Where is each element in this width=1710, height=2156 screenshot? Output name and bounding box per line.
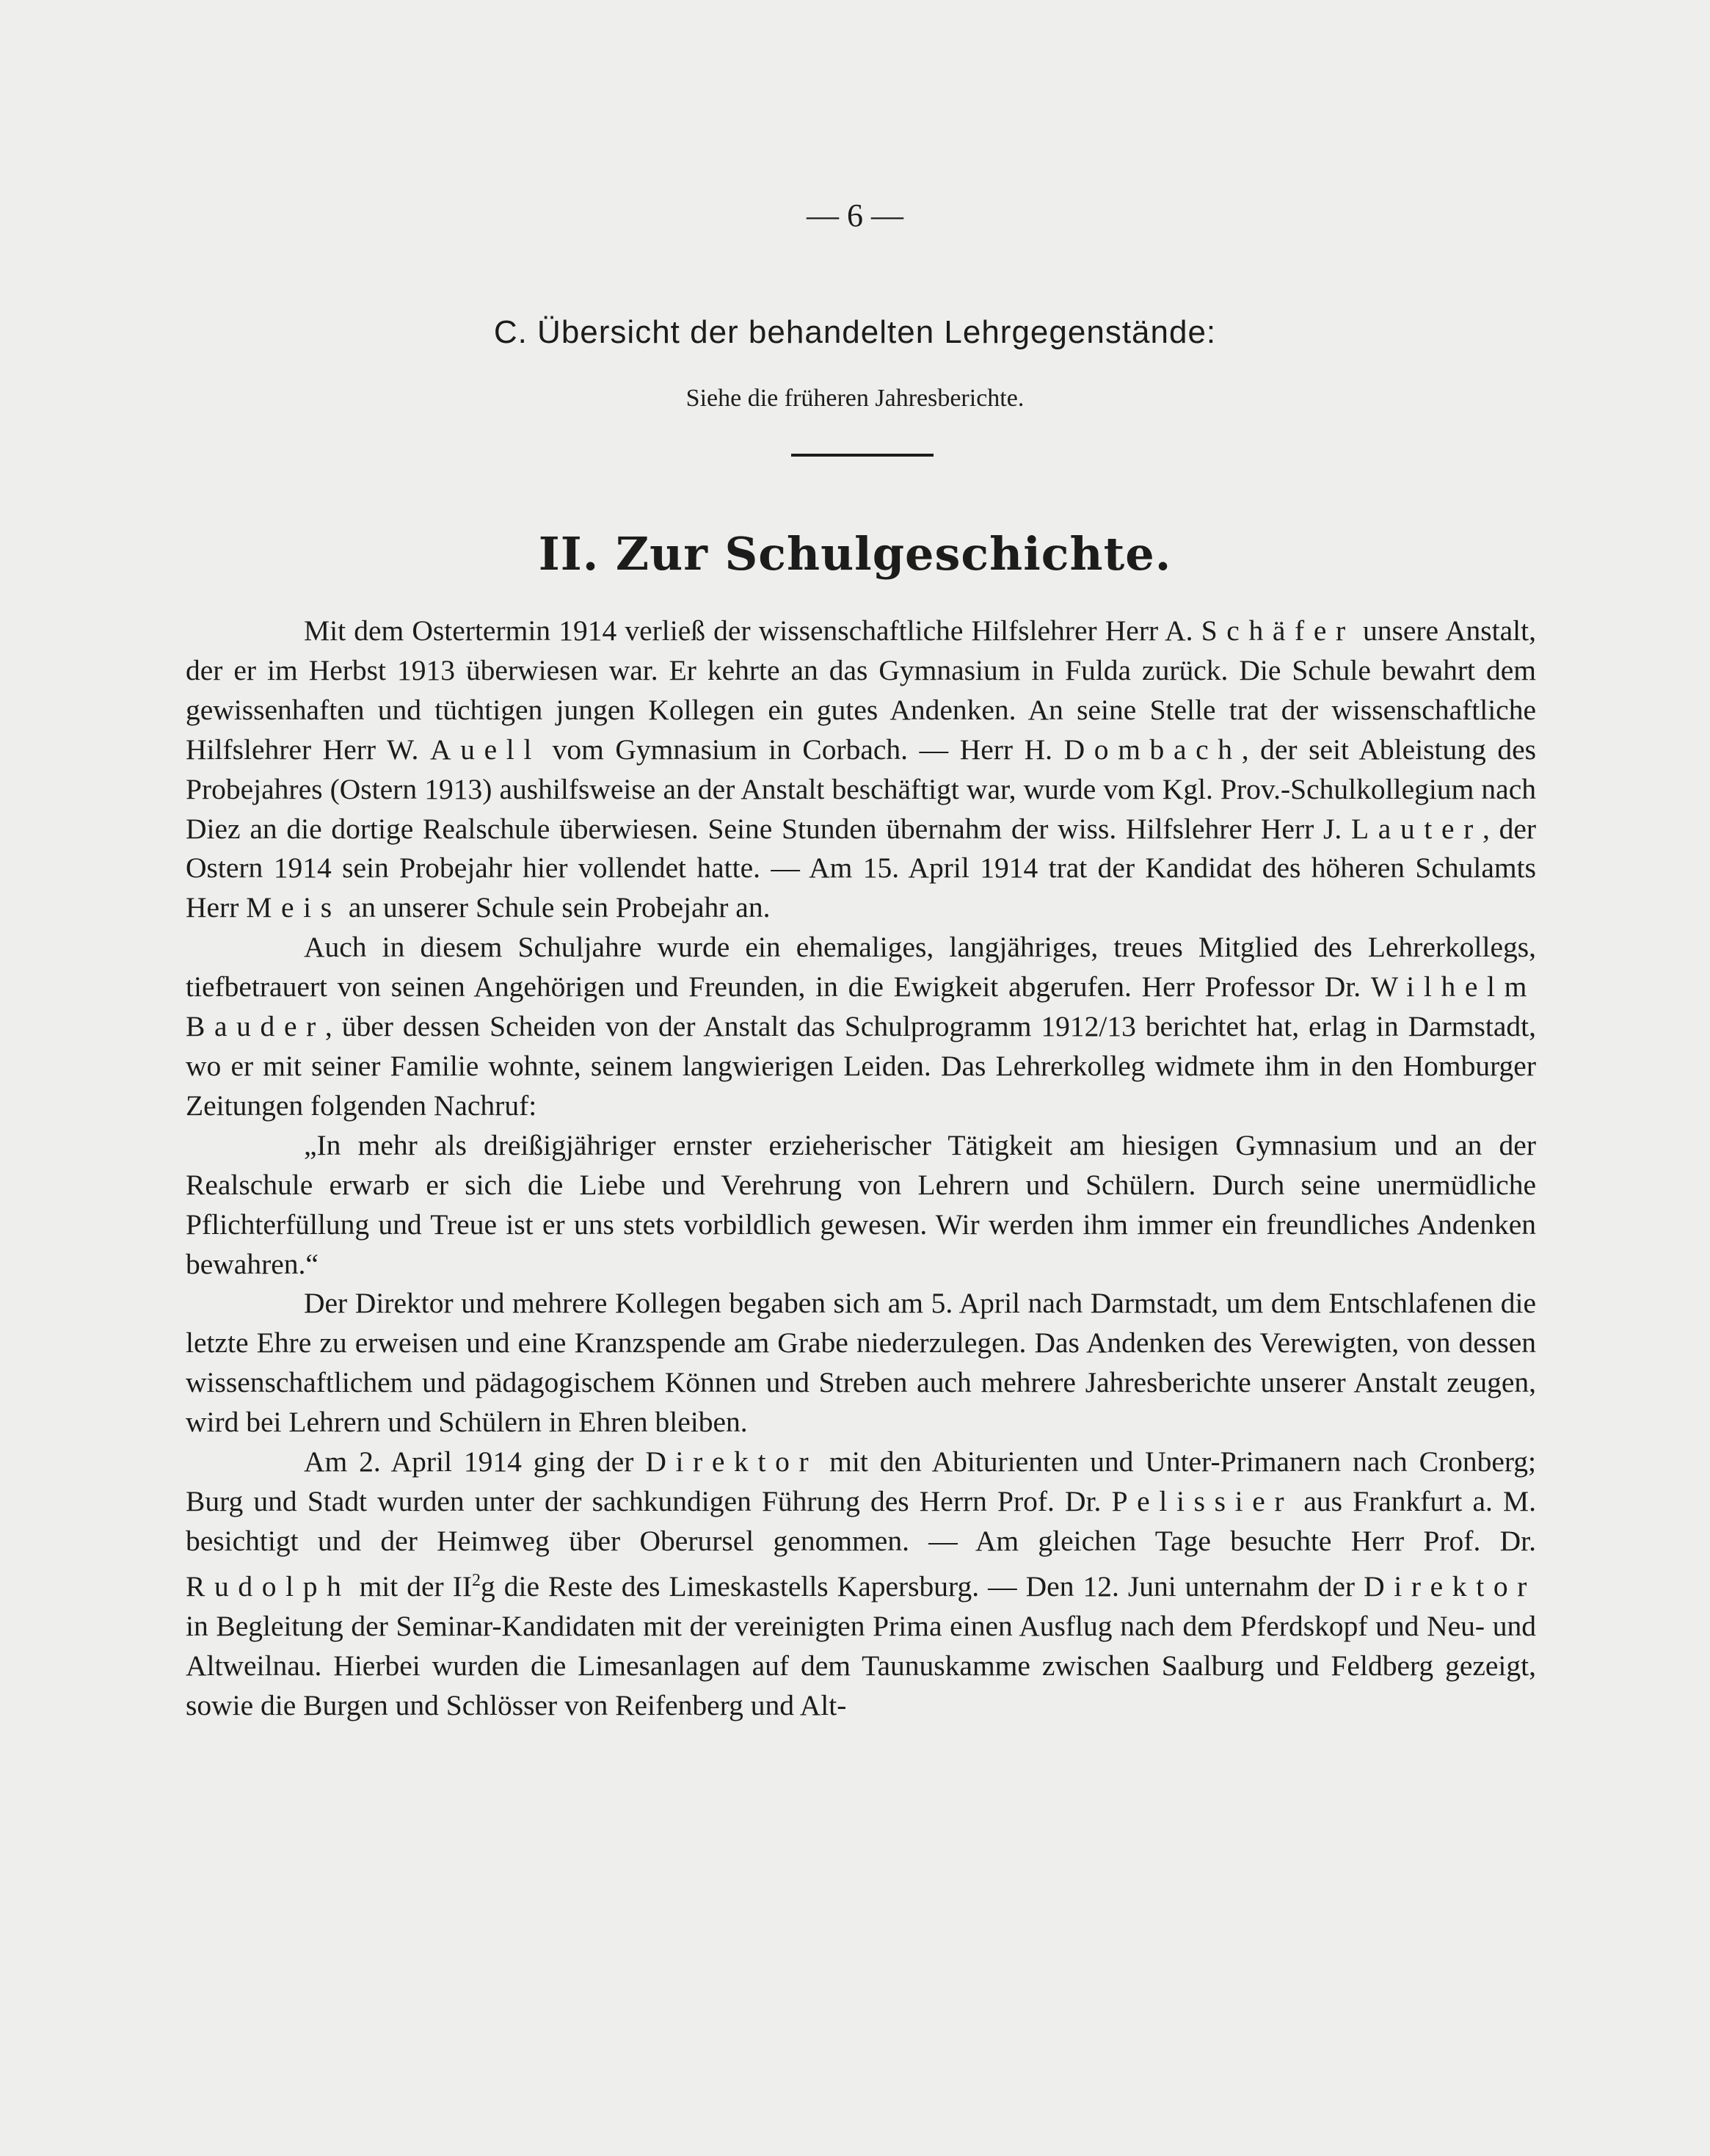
text-run: , der Ostern 1914 sein Probejahr hier vollendet hatte. — Am 15. April 1914 trat der Kandidat des höheren Schulamts Herr (186, 812, 1537, 924)
text-run: Auch in diesem Schuljahre wurde ein ehemaliges, langjähriges, treues Mitglied des Lehrerkollegs, tiefbetrauert von seinen Angehörigen und Freunden, in die Ewigkeit abgerufen. Herr Professor Dr. (186, 931, 1536, 1003)
person-name: Schäfer (1201, 614, 1355, 647)
paragraph-funeral (186, 1284, 1536, 1442)
section-c-note: Siehe die früheren Jahresberichte. (685, 385, 1025, 412)
section-ii-title: II. Zur Schulgeschichte. (538, 527, 1172, 581)
text-run: in Begleitung der Seminar-Kandidaten mit der vereinigten Prima einen Ausflug nach dem Pferdskopf und Neu- und Altweilnau. Hierbei wurden die Limesanlagen auf dem Taunuskamme zwischen Saalburg und Feldberg gezeigt, sowie die Burgen und Schlösser von Reifenberg und Alt- (186, 1609, 1536, 1721)
section-divider (791, 454, 934, 457)
text-run: Mit dem Ostertermin 1914 verließ der wissenschaftliche Hilfslehrer Herr A. (304, 614, 1201, 647)
paragraph-staff-changes (186, 611, 1536, 928)
text-run: vom Gymnasium in Corbach. — Herr H. (541, 733, 1064, 766)
paragraph-obituary-quote: „In mehr als dreißigjähriger ernster erzieherischer Tätigkeit am hiesigen Gymnasium und an der Realschule erwarb er sich die Liebe und Verehrung von Lehrern und Schülern. Durch seine unermüdliche Pflichterfüllung und Treue ist er uns stets vorbildlich gewesen. Wir werden ihm immer ein freundliches Andenken bewahren.“ (186, 1128, 1536, 1280)
text-run: aus Frankfurt a. M. besichtigt und der Heimweg über Oberursel genommen. — Am gleichen Tage besuchte Herr Prof. Dr. (186, 1484, 1537, 1557)
person-name: Lauter (1351, 812, 1482, 845)
text-run: Der Direktor und mehrere Kollegen begaben sich am 5. April nach Darmstadt, um dem Entschlafenen die letzte Ehre zu erweisen und eine Kranzspende am Grabe niederzulegen. Das Andenken des Verewigten, von dessen wissenschaftlichem und pädagogischem Können und Streben auch mehrere Jahresberichte unserer Anstalt zeugen, wird bei Lehrern und Schülern in Ehren bleiben. (186, 1287, 1536, 1439)
text-run: unsere Anstalt, der er im Herbst 1913 überwiesen war. Er kehrte an das Gymnasium in Fulda zurück. Die Schule bewahrt dem gewissenhaften und tüchtigen jungen Kollegen ein gutes Andenken. An seine Stelle trat der wissenschaftliche Hilfslehrer Herr W. (186, 614, 1536, 766)
page-number: — 6 — (807, 197, 903, 233)
person-name: Direktor (1364, 1569, 1536, 1603)
person-name: Meis (246, 891, 341, 924)
text-run: g die Reste des Limeskastells Kapersburg. — Den 12. Juni unternahm der (481, 1569, 1364, 1603)
person-name: Dombach (1063, 733, 1242, 766)
text-run: , der seit Ableistung des Probejahres (Ostern 1913) aushilfsweise an der Anstalt beschäftigt war, wurde vom Kgl. Prov.-Schulkollegium nach Diez an die dortige Realschule überwiesen. Seine Stunden übernahm der wiss. Hilfslehrer Herr J. (186, 733, 1536, 845)
superscript: 2 (472, 1570, 481, 1590)
person-name: Rudolph (186, 1569, 351, 1603)
person-name: Pelissier (1111, 1484, 1294, 1517)
text-run: , über dessen Scheiden von der Anstalt das Schulprogramm 1912/13 berichtet hat, erlag in Darmstadt, wo er mit seiner Familie wohnte, seinem langwierigen Leiden. Das Lehrerkolleg widmete ihm in den Homburger Zeitungen folgenden Nachruf: (186, 1010, 1536, 1122)
section-c-heading: C. Übersicht der behandelten Lehrgegenstände: (493, 314, 1217, 350)
text-run: mit der II (350, 1569, 473, 1603)
text-run: mit den Abiturienten und Unter-Primanern nach Cronberg; Burg und Stadt wurden unter der sachkundigen Führung des Herrn Prof. Dr. (186, 1445, 1537, 1517)
paragraph-excursions (186, 1442, 1536, 1726)
person-name: Auell (430, 733, 541, 766)
text-run: Am 2. April 1914 ging der (304, 1445, 646, 1478)
person-name: Direktor (645, 1445, 818, 1478)
person-name: Wilhelm Bauder (186, 970, 1536, 1043)
body-text (186, 611, 1536, 1726)
text-run: an unserer Schule sein Probejahr an. (341, 891, 771, 924)
paragraph-obituary-intro (186, 928, 1536, 1126)
